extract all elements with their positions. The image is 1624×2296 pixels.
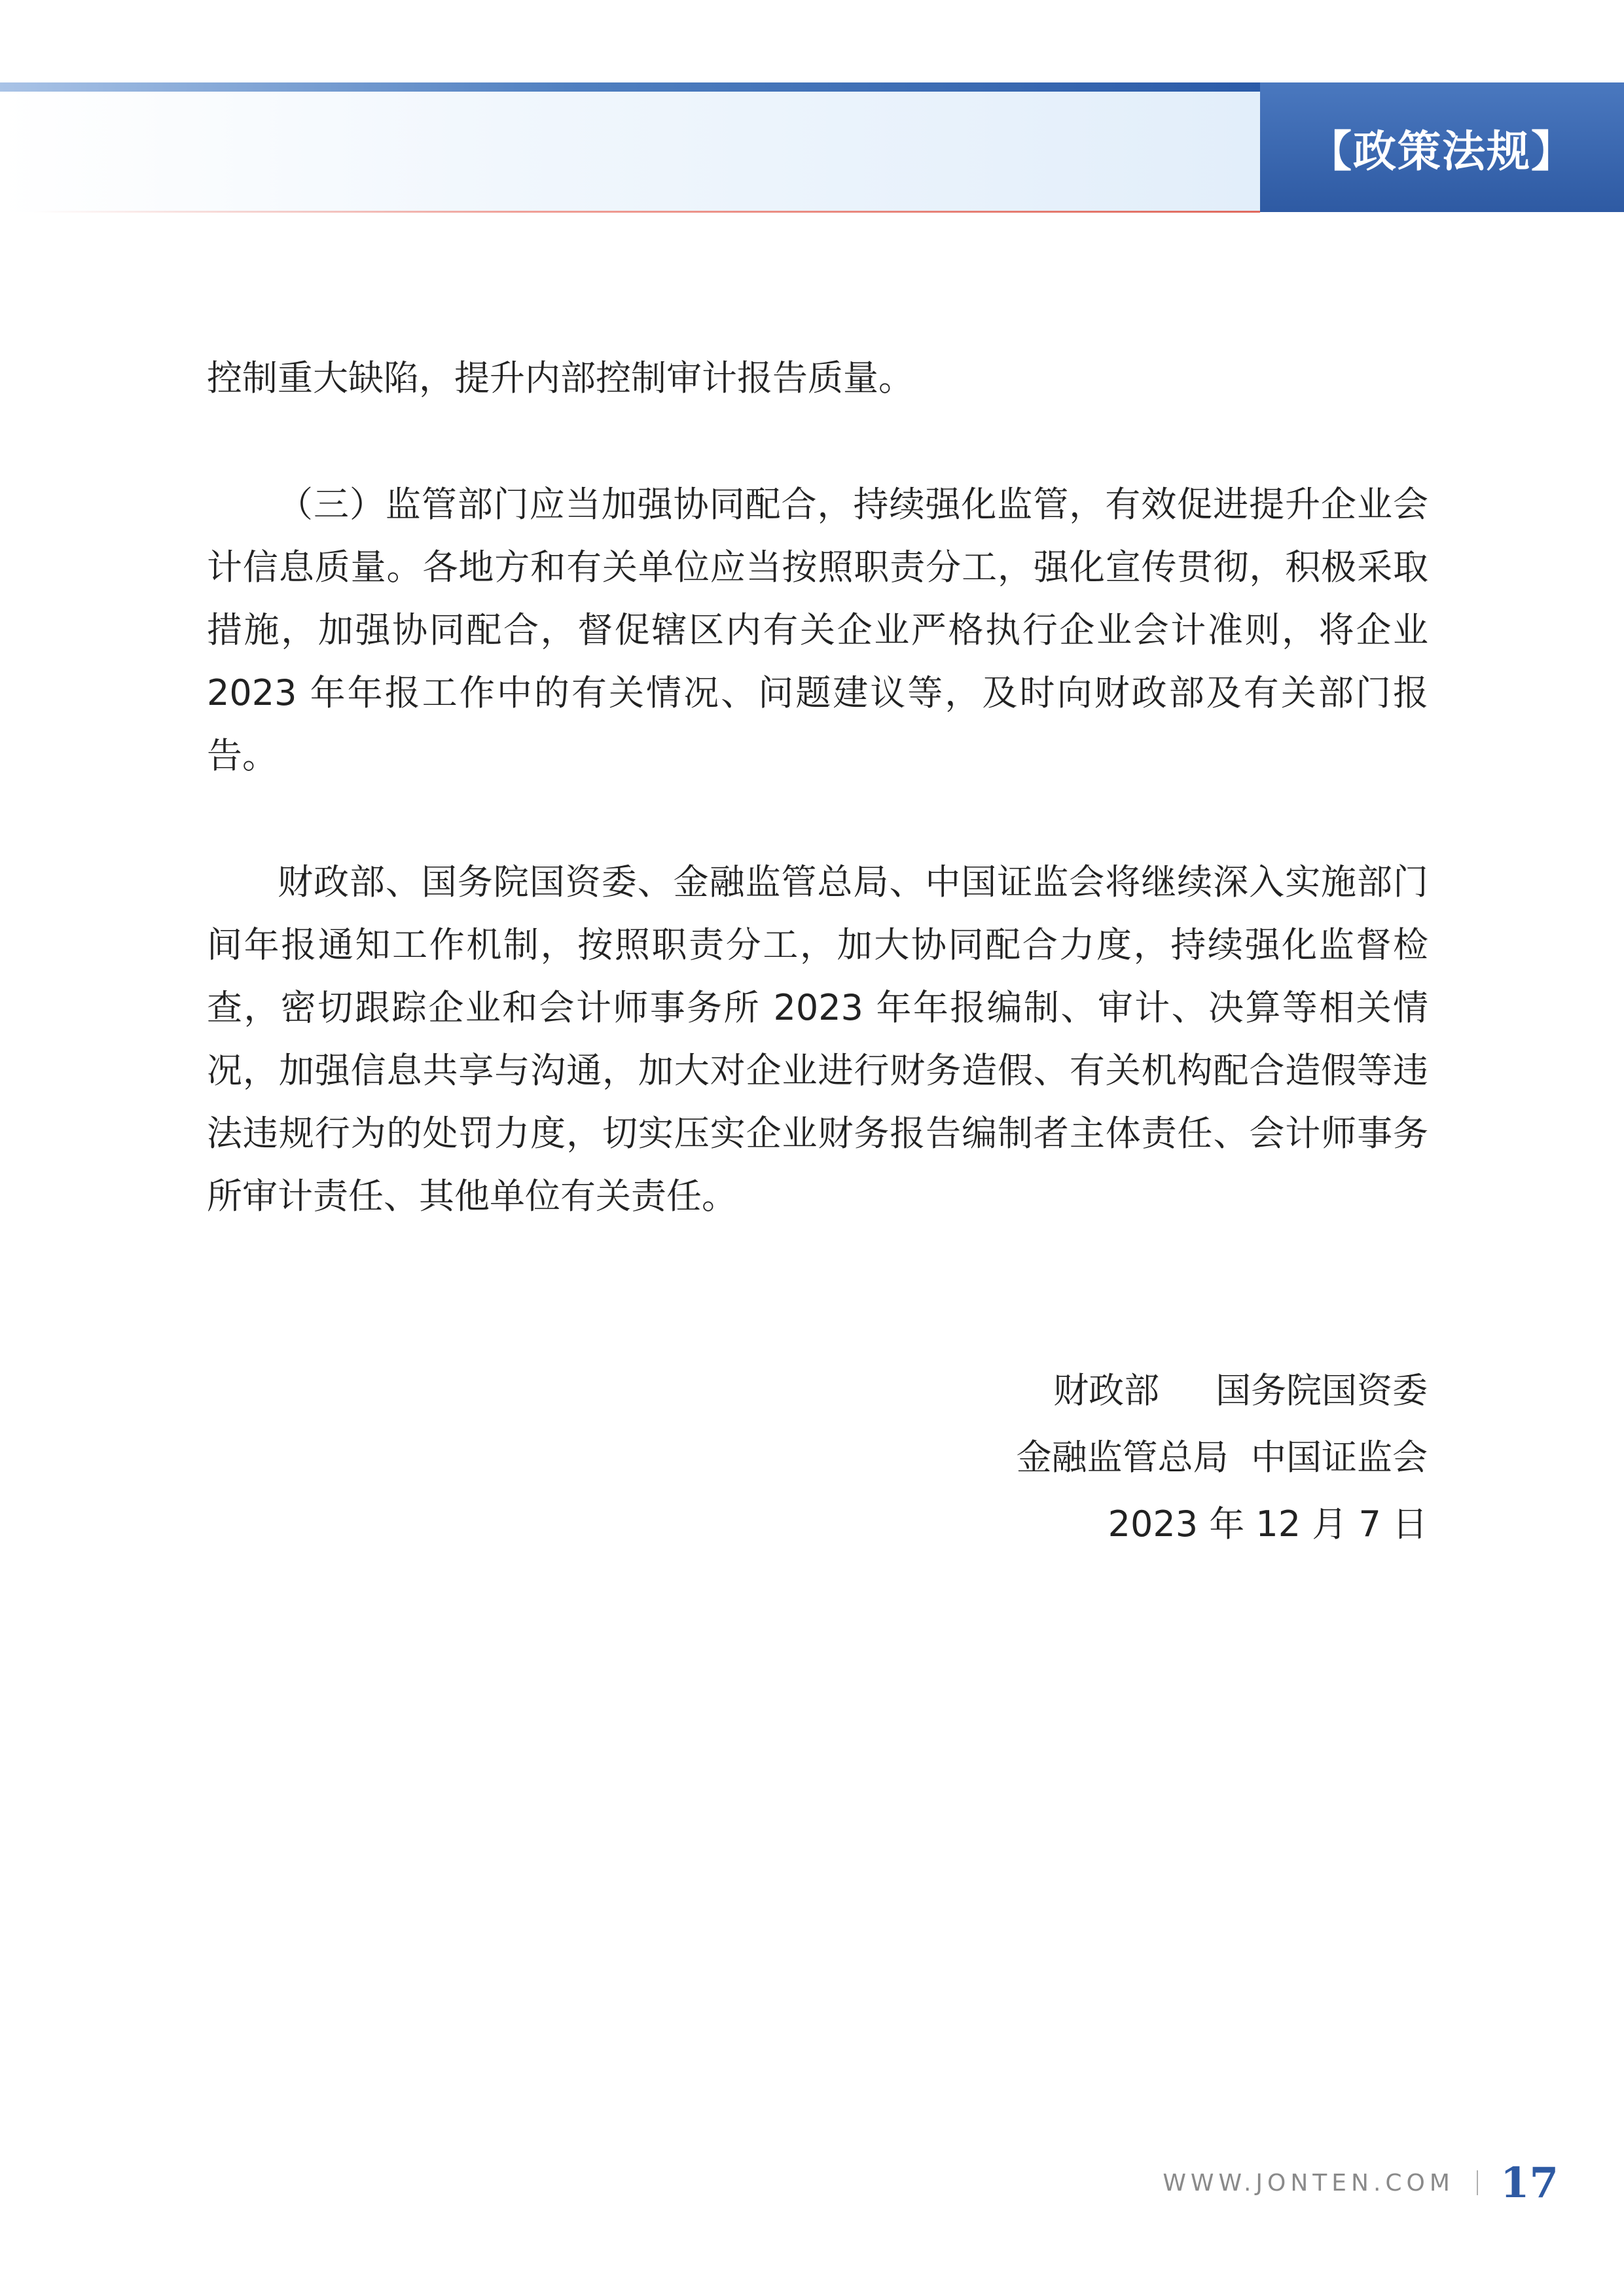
paragraph-1: 控制重大缺陷，提升内部控制审计报告质量。 <box>207 357 914 399</box>
page-number: 17 <box>1500 2158 1559 2208</box>
document-body <box>207 347 1428 1291</box>
signature-issuers-2: 金融监管总局 中国证监会 <box>1016 1437 1428 1478</box>
paragraph-2: （三）监管部门应当加强协同配合，持续强化监管，有效促进提升企业会计信息质量。各地方和有关单位应当按照职责分工，强化宣传贯彻，积极采取措施，加强协同配合，督促辖区内有关企业严格执行企业会计准则，将企业 2023 年年报工作中的有关情况、问题建议等，及时向财政部及有关部门报告。 <box>207 484 1428 776</box>
header-band <box>0 92 1260 212</box>
signature-block <box>1017 1357 1428 1558</box>
signature-issuers-1: 财政部 国务院国资委 <box>1053 1370 1428 1411</box>
paragraph-3: 财政部、国务院国资委、金融监管总局、中国证监会将继续深入实施部门间年报通知工作机制，按照职责分工，加大协同配合力度，持续强化监督检查，密切跟踪企业和会计师事务所 2023 年年报编制、审计、决算等相关情况，加强信息共享与沟通，加大对企业进行财务造假、有关机构配合造假等违法违规行为的处罚力度，切实压实企业财务报告编制者主体责任、会计师事务所审计责任、其他单位有关责任。 <box>207 861 1428 1217</box>
footer-divider <box>1477 2170 1478 2195</box>
header-underline <box>33 211 1260 213</box>
footer-website[interactable]: WWW.JONTEN.COM <box>1163 2169 1454 2197</box>
header-top-rule <box>0 82 1260 92</box>
section-tag: 【政策法规】 <box>1308 125 1576 177</box>
signature-date: 2023 年 12 月 7 日 <box>1108 1503 1428 1545</box>
page-footer <box>1163 2153 1559 2212</box>
section-tag-box <box>1260 82 1624 212</box>
